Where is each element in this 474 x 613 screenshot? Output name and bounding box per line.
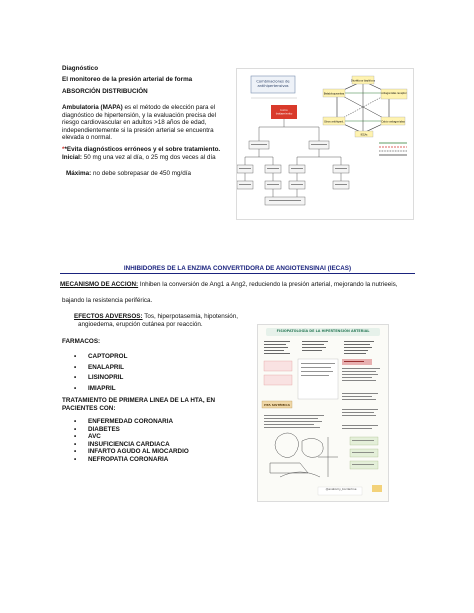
ambulatoria-line-1: diagnóstico de hipertensión, y la evaluación precisa del: [62, 111, 217, 119]
fisiopatologia-diagram: [258, 337, 388, 501]
efectos-label: EFECTOS ADVERSOS:: [74, 313, 143, 320]
paciente-item: • ENFERMEDAD CORONARIA: [74, 418, 174, 425]
inicial-label: Inicial:: [62, 154, 82, 161]
monitoreo-subheading: El monitoreo de la presión arterial de forma: [62, 76, 193, 83]
paciente-item: • AVC: [74, 433, 101, 441]
evita-text: *Evita diagnósticos erróneos y el sobre tratamiento.: [64, 146, 221, 153]
pacientes-list: [74, 418, 189, 464]
fig2-handle: @anatomy_borderline: [325, 487, 357, 491]
absorcion-heading: ABSORCIÓN DISTRIBUCIÓN: [62, 88, 148, 95]
dose-inicial: [62, 154, 237, 162]
ambulatoria-line-2: riesgo cardiovascular en adultos >18 años de edad,: [62, 119, 207, 127]
mecanismo-continuation: bajando la resistencia periférica.: [62, 297, 153, 304]
mecanismo-line: [60, 281, 420, 289]
farmaco-item: • IMIAPRIL: [74, 384, 116, 392]
node-iecas: IECAs: [360, 133, 368, 137]
fig2-title: FISIOPATOLOGÍA DE LA HIPERTENSIÓN ARTERIAL: [276, 329, 370, 333]
paciente-item: • INFARTO AGUDO AL MIOCARDIO: [74, 448, 189, 456]
mecanismo-label: MECANISMO DE ACCION:: [60, 281, 139, 288]
node-betabloqueantes: Betabloqueantes: [323, 92, 345, 96]
title-box-text: Combinaciones de antihipertensivos: [256, 79, 290, 88]
farmacos-label: FARMACOS:: [62, 338, 101, 345]
mecanismo-text: Inhiben la conversión de Ang1 a Ang2, reduciendo la presión arterial, mejorando la nutrieeis,: [138, 281, 398, 288]
tratamiento-heading: TRATAMIENTO DE PRIMERA LINEA DE LA HTA, EN PACIENTES CON:: [62, 397, 216, 412]
farmacos-list: [74, 353, 127, 392]
iecas-title: INHIBIDORES DE LA ENZIMA CONVERTIDORA DE ANGIOTENSINAI (IECAS): [123, 265, 352, 272]
ambulatoria-line-0: es el método de elección para el: [124, 104, 216, 111]
evita-line: [62, 146, 237, 154]
ambulatoria-paragraph: [62, 104, 232, 142]
node-calcio: Calcio antagonistas: [381, 120, 405, 124]
diagnostico-heading: Diagnóstico: [62, 65, 99, 72]
maxima-label: Máxima:: [66, 170, 92, 177]
dose-maxima: [66, 170, 236, 178]
paciente-item: • NEFROPATIA CORONARIA: [74, 455, 169, 463]
farmaco-item: • LISINOPRIL: [74, 374, 124, 382]
evita-asterisk: *: [62, 146, 65, 153]
node-otros: Otros antihipert.: [324, 120, 344, 124]
efectos-line: [74, 313, 244, 321]
node-ara: Antagonistas receptor: [381, 92, 407, 95]
node-diureticos: Diuréticos tiazídicos: [351, 79, 375, 83]
efectos-text: Tos, hiperpotasemia, hipotensión,: [142, 313, 239, 320]
title-divider: [60, 273, 415, 274]
paciente-item: • INSUFICIENCIA CARDIACA: [74, 440, 170, 448]
ambulatoria-line-3: independientemente si la presión arterial se encuentra: [62, 126, 214, 134]
paciente-item: • DIABETES: [74, 425, 120, 433]
inicio-tratamiento-text: Inicio tratamiento: [275, 108, 293, 116]
hexagon-network: [323, 76, 407, 137]
antihypertensive-combinations-figure: [236, 68, 414, 220]
farmaco-item: • CAPTOPROL: [74, 353, 128, 360]
ambulatoria-line-4: elevada o normal.: [62, 134, 113, 142]
inicial-text: 50 mg una vez al día, o 25 mg dos veces al día: [81, 154, 216, 161]
farmaco-item: • ENALAPRIL: [74, 363, 125, 371]
fisiopatologia-figure: [257, 324, 389, 502]
combinations-diagram: [237, 69, 413, 219]
efectos-continuation: angioedema, erupción cutánea por reacción.: [78, 321, 203, 328]
maxima-text: no debe sobrepasar de 450 mg/día: [91, 170, 191, 177]
hta-tag: HTA SISTÉMICA: [264, 403, 290, 407]
ambulatoria-lead: Ambulatoria (MAPA): [62, 104, 123, 111]
